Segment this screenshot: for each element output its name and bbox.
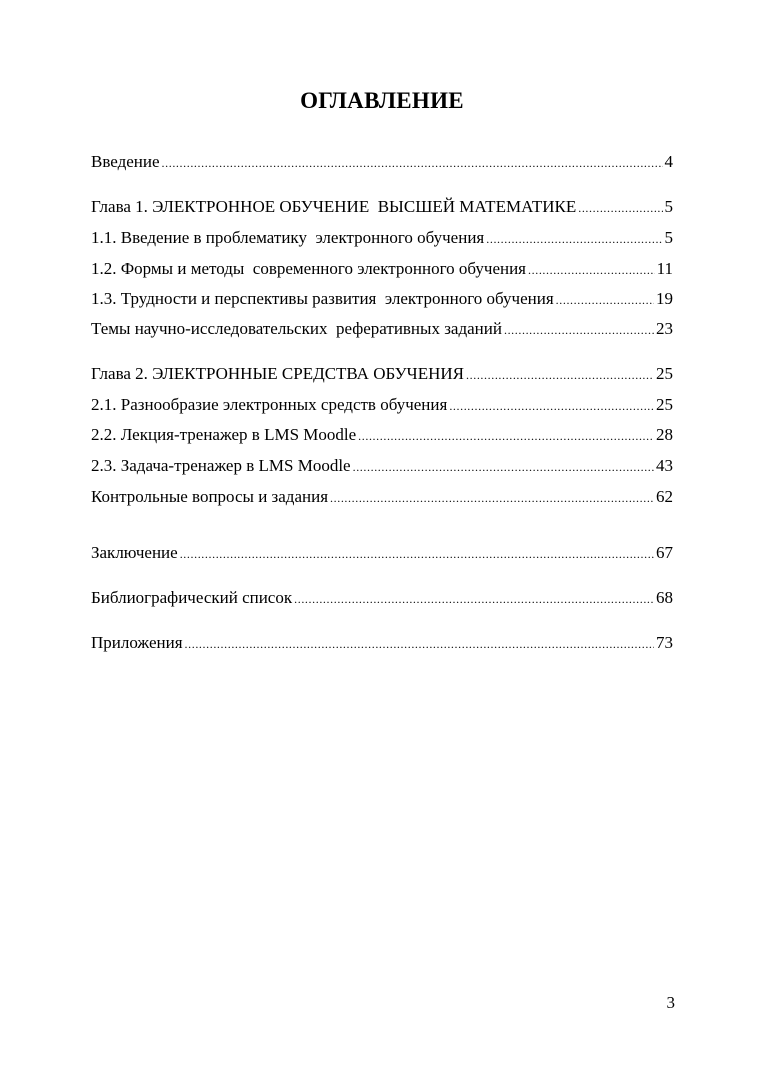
toc-entry-label: Приложения <box>91 633 183 652</box>
toc-entry-page: 11 <box>656 259 673 278</box>
toc-leader-dots <box>294 587 654 610</box>
toc-entry-conclusion[interactable] <box>91 542 673 564</box>
toc-entry-page: 62 <box>656 487 673 506</box>
toc-entry-label: Контрольные вопросы и задания <box>91 487 329 506</box>
page-number: 3 <box>666 993 675 1012</box>
toc-entry-page: 73 <box>656 633 673 652</box>
toc-leader-dots <box>556 288 654 311</box>
toc-leader-dots <box>449 394 654 417</box>
toc-entry-page: 43 <box>656 456 673 475</box>
toc-entry-label: 2.3. Задача-тренажер в LMS Moodle <box>91 456 351 475</box>
toc-entry-section-2-3[interactable] <box>91 455 673 477</box>
toc-entry-control-questions[interactable] <box>91 486 673 508</box>
toc-entry-label: Введение <box>91 152 160 171</box>
toc-entry-label: 1.2. Формы и методы современного электронного обучения <box>91 259 527 278</box>
toc-entry-introduction[interactable] <box>91 151 673 173</box>
toc-entry-page: 4 <box>664 152 673 171</box>
toc-entry-research-topics[interactable] <box>91 318 673 340</box>
toc-entry-page: 67 <box>656 543 673 562</box>
toc-entry-chapter-2[interactable] <box>91 363 673 385</box>
toc-leader-dots <box>504 318 654 341</box>
toc-entry-page: 5 <box>664 197 673 216</box>
toc-leader-dots <box>578 196 662 219</box>
toc-leader-dots <box>353 455 654 478</box>
toc-entry-label: 1.3. Трудности и перспективы развития электронного обучения <box>91 289 554 308</box>
toc-entry-chapter-1[interactable] <box>91 196 673 218</box>
toc-entry-page: 28 <box>656 425 673 444</box>
toc-entry-page: 5 <box>664 228 673 247</box>
toc-entry-page: 68 <box>656 588 673 607</box>
page-title: ОГЛАВЛЕНИЕ <box>300 88 464 113</box>
toc-leader-dots <box>358 424 654 447</box>
toc-entry-section-1-3[interactable] <box>91 288 673 310</box>
toc-entry-section-2-1[interactable] <box>91 394 673 416</box>
toc-entry-label: 1.1. Введение в проблематику электронного обучения <box>91 228 485 247</box>
toc-entry-section-1-1[interactable] <box>91 227 673 249</box>
toc-entry-section-1-2[interactable] <box>91 258 673 280</box>
toc-entry-label: 2.2. Лекция-тренажер в LMS Moodle <box>91 425 357 444</box>
toc-leader-dots <box>185 632 654 655</box>
toc-entry-page: 19 <box>656 289 673 308</box>
toc-entry-section-2-2[interactable] <box>91 424 673 446</box>
toc-entry-label: Глава 1. ЭЛЕКТРОННОЕ ОБУЧЕНИЕ ВЫСШЕЙ МАТЕМАТИКЕ <box>91 197 577 216</box>
toc-entry-page: 23 <box>656 319 673 338</box>
toc-entry-label: Глава 2. ЭЛЕКТРОННЫЕ СРЕДСТВА ОБУЧЕНИЯ <box>91 364 465 383</box>
toc-entry-label: Темы научно-исследовательских реферативных заданий <box>91 319 502 338</box>
toc-leader-dots <box>180 542 654 565</box>
toc-leader-dots <box>330 486 654 509</box>
toc-leader-dots <box>162 151 663 174</box>
toc-entry-bibliography[interactable] <box>91 587 673 609</box>
toc-leader-dots <box>528 258 655 281</box>
toc-leader-dots <box>486 227 662 250</box>
toc-entry-page: 25 <box>656 395 673 414</box>
toc-leader-dots <box>466 363 654 386</box>
toc-entry-label: Библиографический список <box>91 588 293 607</box>
toc-entry-label: 2.1. Разнообразие электронных средств обучения <box>91 395 448 414</box>
toc-entry-page: 25 <box>656 364 673 383</box>
toc-entry-label: Заключение <box>91 543 178 562</box>
toc-entry-appendices[interactable] <box>91 632 673 654</box>
